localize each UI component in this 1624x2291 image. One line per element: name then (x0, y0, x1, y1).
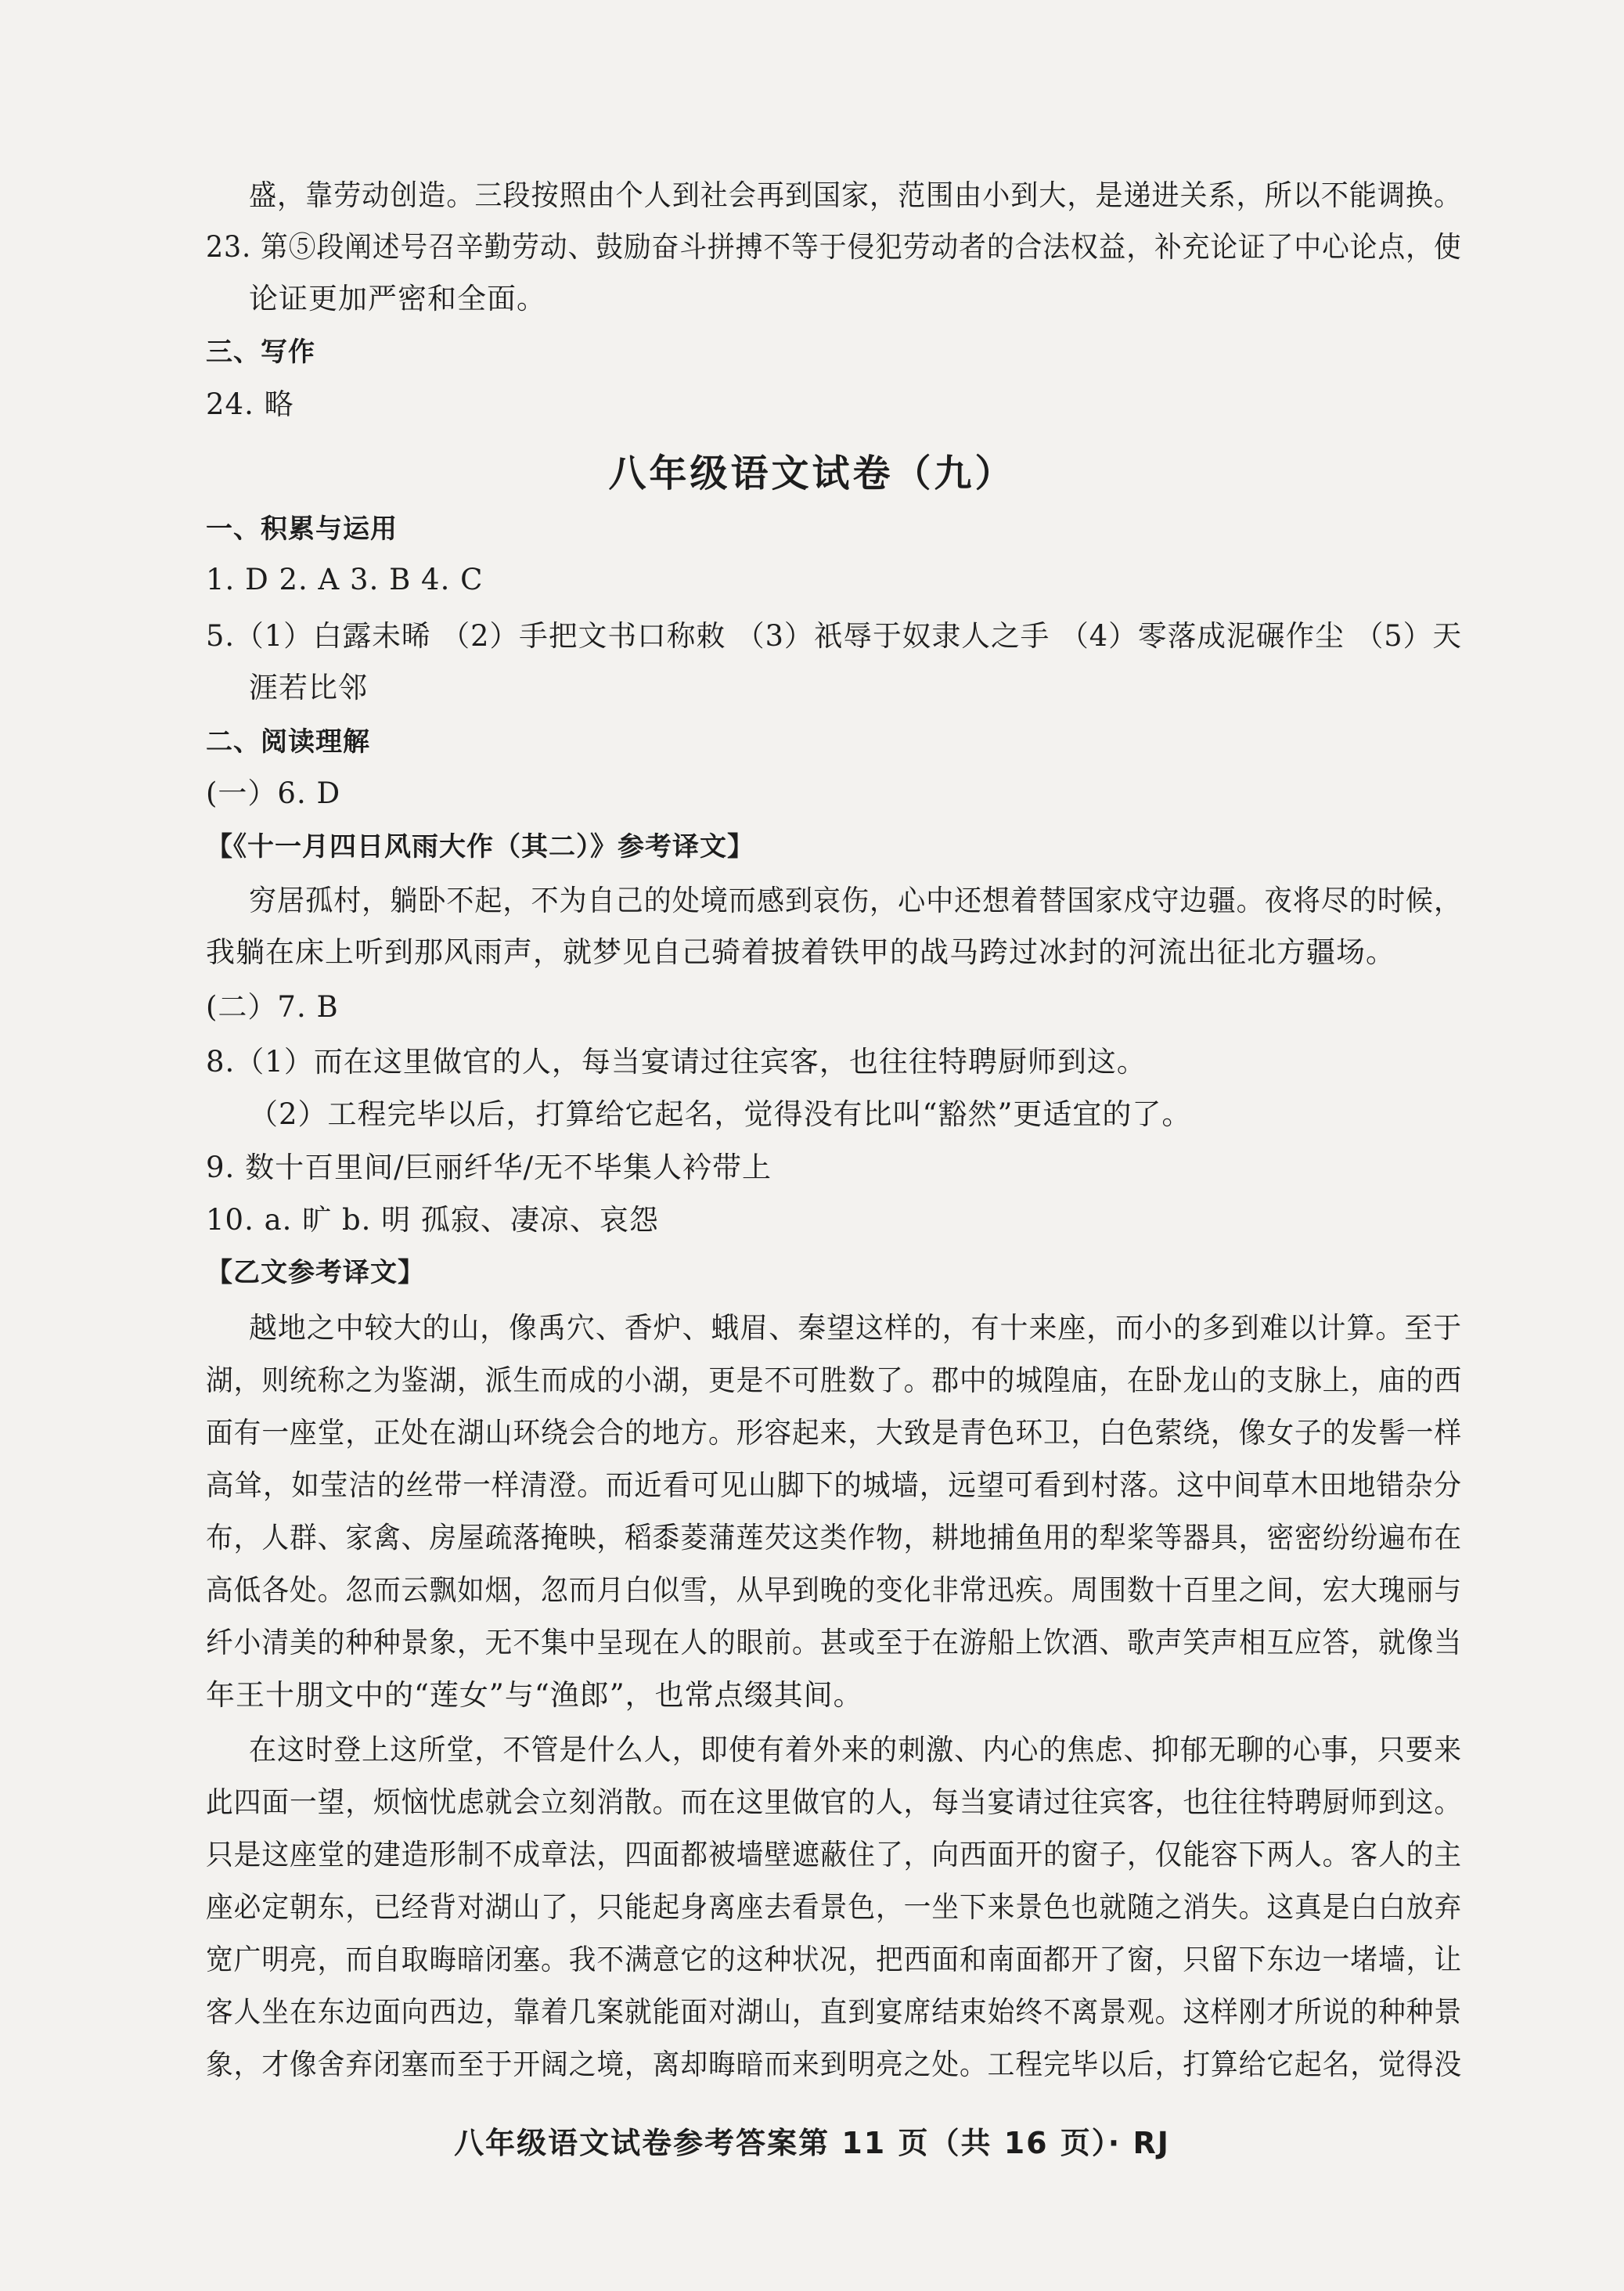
page-footer: 八年级语文试卷参考答案第 11 页（共 16 页）· RJ (454, 2126, 1170, 2160)
answer-5-line-2: 涯若比邻 (249, 671, 368, 704)
answer-8-1: 8.（1）而在这里做官的人，每当宴请过往宾客，也往往特聘厨师到这。 (206, 1045, 1147, 1079)
translation-1-heading: 【《十一月四日风雨大作（其二）》参考译文】 (206, 831, 754, 863)
translation-1-line: 穷居孤村，躺卧不起，不为自己的处境而感到哀伤，心中还想着替国家戍守边疆。夜将尽的时候， (249, 884, 1463, 917)
translation-2-line: 越地之中较大的山，像禹穴、香炉、蛾眉、秦望这样的，有十来座，而小的多到难以计算。至于 (249, 1311, 1463, 1345)
translation-2-line: 布，人群、家禽、房屋疏落掩映，稻黍菱蒲莲芡这类作物，耕地捕鱼用的犁桨等器具，密密纷纷遍布在 (206, 1521, 1463, 1554)
translation-2-line: 高耸，如莹洁的丝带一样清澄。而近看可见山脚下的城墙，远望可看到村落。这中间草木田地错杂分 (206, 1468, 1462, 1502)
intro-line-2: 23. 第⑤段阐述号召辛勤劳动、鼓励奋斗拼搏不等于侵犯劳动者的合法权益，补充论证了中心论点，使 (206, 230, 1462, 264)
answer-10: 10. a. 旷 b. 明 孤寂、凄凉、哀怨 (206, 1203, 659, 1237)
section-heading-accumulation: 一、积累与运用 (206, 513, 398, 545)
translation-2-line: 面有一座堂，正处在湖山环绕会合的地方。形容起来，大致是青色环卫，白色萦绕，像女子的发髻一样 (206, 1416, 1463, 1450)
translation-2-line: 年王十朋文中的“莲女”与“渔郎”，也常点缀其间。 (206, 1678, 863, 1712)
intro-line-1: 盛，靠劳动创造。三段按照由个人到社会再到国家，范围由小到大，是递进关系，所以不能调换。 (249, 178, 1463, 212)
translation-2-line: 座必定朝东，已经背对湖山了，只能起身离座去看景色，一坐下来景色也就随之消失。这真是白白放弃 (206, 1890, 1463, 1924)
answer-7: (二）7. B (206, 990, 339, 1024)
translation-2-line: 客人坐在东边面向西边，靠着几案就能面对湖山，直到宴席结束始终不离景观。这样刚才所说的种种景 (206, 1995, 1463, 2029)
translation-2-line: 只是这座堂的建造形制不成章法，四面都被墙壁遮蔽住了，向西面开的窗子，仅能容下两人。客人的主 (206, 1838, 1463, 1871)
translation-2-heading: 【乙文参考译文】 (206, 1257, 425, 1288)
translation-2-line: 高低各处。忽而云飘如烟，忽而月白似雪，从早到晚的变化非常迅疾。周围数十百里之间，宏大瑰丽与 (206, 1573, 1463, 1607)
translation-2-line: 湖，则统称之为鉴湖，派生而成的小湖，更是不可胜数了。郡中的城隍庙，在卧龙山的支脉上，庙的西 (206, 1363, 1463, 1397)
answer-24: 24. 略 (206, 387, 294, 421)
translation-2-line: 此四面一望，烦恼忧虑就会立刻消散。而在这里做官的人，每当宴请过往宾客，也往往特聘厨师到这。 (206, 1785, 1463, 1819)
page-title: 八年级语文试卷（九） (608, 452, 1016, 495)
translation-1-line: 我躺在床上听到那风雨声，就梦见自己骑着披着铁甲的战马跨过冰封的河流出征北方疆场。 (206, 935, 1395, 969)
translation-2-line: 纤小清美的种种景象，无不集中呈现在人的眼前。甚或至于在游船上饮酒、歌声笑声相互应答，就像当 (206, 1626, 1463, 1659)
intro-line-3: 论证更加严密和全面。 (249, 282, 546, 315)
answers-1-4: 1. D 2. A 3. B 4. C (206, 563, 484, 596)
answer-5-line-1: 5.（1）白露未晞 （2）手把文书口称敕 （3）祇辱于奴隶人之手 （4）零落成泥碾作尘 （5）天 (206, 619, 1463, 653)
translation-2-line: 在这时登上这所堂，不管是什么人，即使有着外来的刺激、内心的焦虑、抑郁无聊的心事，只要来 (249, 1733, 1463, 1767)
answer-6: (一）6. D (206, 776, 341, 810)
translation-2-line: 象，才像舍弃闭塞而至于开阔之境，离却晦暗而来到明亮之处。工程完毕以后，打算给它起名，觉得没 (206, 2048, 1463, 2081)
answer-8-2: （2）工程完毕以后，打算给它起名，觉得没有比叫“豁然”更适宜的了。 (249, 1097, 1192, 1131)
answer-9: 9. 数十百里间/巨丽纤华/无不毕集人衿带上 (206, 1151, 772, 1184)
translation-2-line: 宽广明亮，而自取晦暗闭塞。我不满意它的这种状况，把西面和南面都开了窗，只留下东边一堵墙，让 (206, 1943, 1463, 1976)
section-heading-writing: 三、写作 (206, 337, 315, 368)
section-heading-reading: 二、阅读理解 (206, 726, 370, 758)
